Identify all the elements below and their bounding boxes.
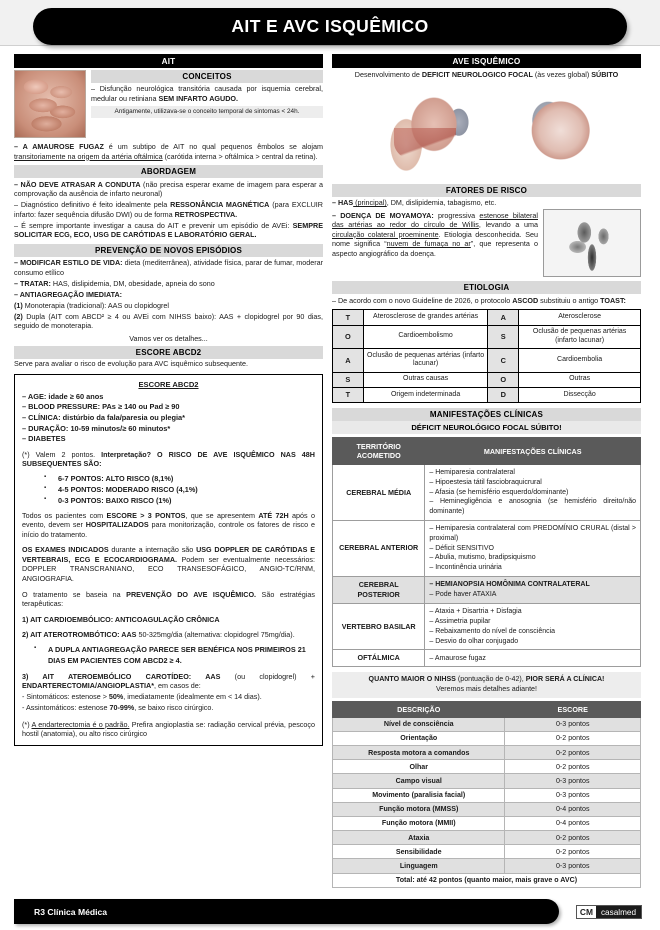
et-b1: ASCOD <box>512 295 539 305</box>
amaurose-term: – A AMAUROSE FUGAZ <box>14 142 104 151</box>
manifestation-cell <box>425 577 641 604</box>
abordagem-l2n1: – Diagnóstico definitivo é feito idealmente pela <box>14 200 171 210</box>
nihss-table <box>332 701 641 888</box>
list-item: – Hemiparesia contralateral <box>429 469 515 477</box>
nihss-score: 0-4 pontos <box>505 816 641 830</box>
manifestation-cell <box>425 650 641 667</box>
ascod-value: Dissecção <box>519 387 641 402</box>
abcd2-risk-list <box>44 473 315 507</box>
t3-s2b: 70-99% <box>109 703 135 713</box>
nihss-score: 0-3 pontos <box>505 859 641 873</box>
list-item: – Rebaixamento do nível de consciência <box>429 627 556 635</box>
left-column <box>14 54 323 894</box>
table-row <box>333 845 641 859</box>
list-item: – Hemiparesia contralateral com PREDOMÍNIO CRURAL (distal > proximal) <box>429 525 636 542</box>
territory-label: CEREBRAL MÉDIA <box>333 465 425 521</box>
table-row <box>333 831 641 845</box>
et-n2: substituiu o antigo <box>538 295 601 305</box>
nihss-score: 0-2 pontos <box>505 760 641 774</box>
table-row <box>333 745 641 759</box>
list-item: ▪ 0-3 PONTOS: BAIXO RISCO (1%) <box>44 495 315 506</box>
fr-l1b: – HAS <box>332 198 354 208</box>
t2-b: 2) AIT ATEROTROMBÓTICO: AAS <box>22 630 139 640</box>
ascod-key: D <box>488 387 519 402</box>
t2-n: 50-325mg/dia (alternativa: clopidogrel 75mg/dia). <box>138 630 295 640</box>
toast-key: T <box>333 387 364 402</box>
abordagem-text <box>14 180 323 240</box>
prev-l5b: (2) <box>14 311 23 321</box>
amaurose-d: (carótida interna > oftálmica > central da retina). <box>162 151 318 161</box>
terapia-3 <box>22 672 315 713</box>
bar-prevencao: PREVENÇÃO DE NOVOS EPISÓDIOS <box>14 244 323 257</box>
bar-escore-abcd2: ESCORE ABCD2 <box>14 346 323 359</box>
logo-mark: CM <box>577 906 596 918</box>
list-item: – DURAÇÃO: 10-59 minutos/≥ 60 minutos* <box>22 423 171 433</box>
bar-deficit-focal: DÉFICIT NEUROLÓGICO FOCAL SÚBITO! <box>332 421 641 434</box>
t3-b2: ENDARTERECTOMIA/ANGIOPLASTIA* <box>22 681 155 691</box>
table-row <box>333 774 641 788</box>
sub-n1: Desenvolvimento de <box>354 70 422 79</box>
trat-n1: O tratamento se baseia na <box>22 589 127 599</box>
territory-label: OFTÁLMICA <box>333 650 425 667</box>
prevencao-text <box>14 258 323 343</box>
table-row <box>333 372 641 387</box>
abordagem-l2b2: RETROSPECTIVA. <box>174 209 238 219</box>
prev-l1b: – MODIFICAR ESTILO DE VIDA: <box>14 258 123 268</box>
prev-l5n: Dupla (AIT com ABCD² ≥ 4 ou AVEi com NIHSS baixo): AAS + clopidogrel por 90 dias, seguido de monoterapia. <box>14 311 323 331</box>
abordagem-l1b: – NÃO DEVE ATRASAR A CONDUTA <box>14 179 141 189</box>
list-item: – Assimetria pupilar <box>429 617 491 625</box>
hosp-b3: HOSPITALIZADOS <box>85 520 149 530</box>
moya-u2: circulação colateral proeminente <box>332 229 439 239</box>
moya-n2: , levando a uma <box>478 220 538 230</box>
ascod-key: S <box>488 325 519 349</box>
page-title-text: AIT E AVC ISQUÊMICO <box>231 16 429 36</box>
manifestation-cell <box>425 521 641 577</box>
abordagem-l3b: SEMPRE SOLICITAR ECG, ECO, USG DE CARÓTIDAS E LABORATÓRIO GERAL. <box>14 220 323 240</box>
foot-u: A endarterectomia é o padrão. <box>31 719 130 729</box>
abcd2-box-title: ESCORE ABCD2 <box>138 379 199 389</box>
list-item: – Déficit SENSITIVO <box>429 544 494 552</box>
trat-n2: São estratégias terapêuticas: <box>22 589 315 609</box>
table-header-row <box>333 438 641 465</box>
etiologia-intro <box>332 296 641 306</box>
toast-value: Origem indeterminada <box>363 387 488 402</box>
prev-l2b: – TRATAR: <box>14 278 51 288</box>
nihss-score: 0-2 pontos <box>505 845 641 859</box>
nihss-desc: Ataxia <box>333 831 505 845</box>
nihss-score: 0-3 pontos <box>505 788 641 802</box>
hosp-b1: ESCORE > 3 PONTOS <box>106 510 186 520</box>
right-column <box>332 54 641 894</box>
section-title-ait: AIT <box>14 54 323 68</box>
list-item: – Hipoestesia tátil fasciobraquicrural <box>429 478 542 486</box>
hosp-2: , que se apresentem <box>185 510 259 520</box>
fr-l1n: , DM, dislipidemia, tabagismo, etc. <box>386 198 497 208</box>
angiography-image-icon <box>543 209 641 277</box>
nihss-desc: Nível de consciência <box>333 717 505 731</box>
table-row <box>333 717 641 731</box>
col-manifestacoes: MANIFESTAÇÕES CLÍNICAS <box>425 438 641 465</box>
footer-brand: R3 Clínica Médica <box>34 906 108 917</box>
page-body <box>0 54 660 894</box>
nihss-hb1: QUANTO MAIOR O NIHSS <box>368 675 456 684</box>
t3-s1b: 50% <box>108 692 124 702</box>
nihss-hn2: Veremos mais detalhes adiante! <box>436 685 537 693</box>
toast-key: O <box>333 325 364 349</box>
escore-intro: Serve para avaliar o risco de evolução para AVC isquêmico subsequente. <box>14 359 248 369</box>
nihss-desc: Linguagem <box>333 859 505 873</box>
nihss-score: 0-4 pontos <box>505 802 641 816</box>
list-item: – Ataxia + Disartria + Disfagia <box>429 608 522 616</box>
terapia-1 <box>22 615 315 625</box>
bar-manifestacoes: MANIFESTAÇÕES CLÍNICAS <box>332 408 641 421</box>
hosp-3: após o evento, devem ser <box>22 510 315 530</box>
table-row <box>333 577 641 604</box>
tratamento-intro <box>22 590 315 609</box>
table-row <box>333 310 641 325</box>
brain-illustration-icon <box>14 70 86 138</box>
list-item: – DIABETES <box>22 434 66 444</box>
nihss-score: 0-2 pontos <box>505 731 641 745</box>
abcd2-box <box>14 374 323 746</box>
territory-label: CEREBRAL POSTERIOR <box>333 577 425 604</box>
hospitalization-text <box>22 511 315 540</box>
nihss-desc: Olhar <box>333 760 505 774</box>
nihss-desc: Sensibilidade <box>333 845 505 859</box>
table-row <box>333 604 641 650</box>
abordagem-l3n: – É sempre importante investigar a causa do AIT e prevenir um episódio de AVEi: <box>14 220 293 230</box>
list-item: ▪ 6-7 PONTOS: ALTO RISCO (8,1%) <box>44 473 315 484</box>
ex-n1: durante a internação são <box>108 545 197 555</box>
table-row <box>333 521 641 577</box>
amaurose-b: é um subtipo de AIT no qual pequenos êmbolos se alojam <box>103 142 323 151</box>
table-row <box>333 873 641 887</box>
nihss-header-note <box>332 672 641 697</box>
prev-l6: Vamos ver os detalhes... <box>129 333 208 343</box>
nihss-score: 0-3 pontos <box>505 717 641 731</box>
trat-b1: PREVENÇÃO DO AVE ISQUÊMICO. <box>126 589 257 599</box>
interp-b: Interpretação? O RISCO DE AVE ISQUÊMICO NAS 48H SUBSEQUENTES SÃO: <box>22 449 315 469</box>
moya-u3: nuvem de fumaça no ar <box>386 239 471 249</box>
nihss-score: 0-2 pontos <box>505 745 641 759</box>
prev-l2n: HAS, dislipidemia, DM, obesidade, apneia do sono <box>50 278 215 288</box>
list-item: – Amaurose fugaz <box>429 654 486 662</box>
bar-etiologia: ETIOLOGIA <box>332 281 641 294</box>
territory-label: CEREBRAL ANTERIOR <box>333 521 425 577</box>
abordagem-l2n2: (para EXCLUIR infarto: fazer sequência difusão DWI) ou de forma <box>14 200 323 219</box>
nihss-hn1: (pontuação de 0-42), <box>455 675 526 684</box>
conceitos-column <box>91 70 323 138</box>
list-item: – Desvio do olhar conjugado <box>429 637 519 645</box>
toast-key: T <box>333 310 364 325</box>
foot-n2: Prefira angioplastia se: radiação cervical prévia, pescoço hostil (anatomia), ou alto risco cirúrgico <box>22 719 315 739</box>
list-item: ▪ 4-5 PONTOS: MODERADO RISCO (4,1%) <box>44 484 315 495</box>
table-row <box>333 325 641 349</box>
nihss-score: 0-2 pontos <box>505 831 641 845</box>
table-row <box>333 387 641 402</box>
list-item: – AGE: idade ≥ 60 anos <box>22 391 104 401</box>
bar-conceitos: CONCEITOS <box>91 70 323 83</box>
nihss-desc: Função motora (MMSS) <box>333 802 505 816</box>
ave-subtitle <box>332 70 641 80</box>
table-row <box>333 859 641 873</box>
abcd2-criteria-list <box>22 392 315 445</box>
moyamoya-text <box>332 209 538 260</box>
table-row <box>333 802 641 816</box>
fatores-line1 <box>332 198 641 208</box>
abcd2-interpretation <box>22 450 315 469</box>
fr-l1u: (principal) <box>353 198 387 208</box>
hosp-1: Todos os pacientes com <box>22 510 107 520</box>
table-header-row <box>333 701 641 717</box>
moya-b: – DOENÇA DE MOYAMOYA: <box>332 210 434 220</box>
et-n1: – De acordo com o novo Guideline de 2026, o protocolo <box>332 295 513 305</box>
et-b2: TOAST: <box>600 295 626 305</box>
toast-value: Aterosclerose de grandes artérias <box>363 310 488 325</box>
amaurose-c: transitoriamente na origem da artéria oftálmica <box>14 151 163 161</box>
abordagem-l2b1: RESSONÂNCIA MAGNÉTICA <box>170 200 270 210</box>
etiologia-table <box>332 309 641 403</box>
t3-s2: - Assintomáticos: estenose <box>22 703 110 713</box>
t3-s1c: , imediatamente (idealmente em < 14 dias). <box>123 692 262 702</box>
conceito-p1a: – Disfunção neurológica transitória causada por isquemia cerebral, medular ou retiniana <box>91 84 323 103</box>
list-item: – BLOOD PRESSURE: PAs ≥ 140 ou Pad ≥ 90 <box>22 402 180 412</box>
moya-u1: estenose bilateral das artérias ao redor do círculo de Willis <box>332 210 538 230</box>
table-row <box>333 650 641 667</box>
moya-n4: ”, que representa o aspecto angiográfico da doença. <box>332 239 538 259</box>
conceitos-note: Antigamente, utilizava-se o conceito temporal de sintomas < 24h. <box>91 106 323 118</box>
prev-l4n: Monoterapia (tradicional): AAS ou clopidogrel <box>22 300 170 310</box>
list-item: ▪ A DUPLA ANTIAGREGAÇÃO PARECE SER BENÉFICA NOS PRIMEIROS 21 DIAS EM PACIENTES COM ABCD2 ≥ 4. <box>34 644 315 667</box>
ascod-value: Oclusão de pequenas artérias (infarto lacunar) <box>519 325 641 349</box>
ascod-value: Cardioembolia <box>519 349 641 373</box>
ex-b2: USG DOPPLER DE CARÓTIDAS E VERTEBRAIS, ECG E ECOCARDIOGRAMA. <box>22 545 315 564</box>
ex-n2: Podem ser eventualmente necessários: DOPPLER TRANSCRANIANO, ECO TRANSESOFÁGICO, ANGIO-TC/RNM, ANGIOGRAFIA. <box>22 554 315 584</box>
prev-l4b: (1) <box>14 300 23 310</box>
abordagem-l1n: (não precisa esperar exame de imagem para esperar a comprovação da ausência de infarto neuronal) <box>14 179 323 199</box>
ascod-key: C <box>488 349 519 373</box>
conceito-p1b: SEM INFARTO AGUDO. <box>158 93 238 103</box>
territory-label: VERTEBRO BASILAR <box>333 604 425 650</box>
sub-n2: (às vezes global) <box>532 70 592 79</box>
nihss-desc: Função motora (MMII) <box>333 816 505 830</box>
page-title <box>33 8 627 45</box>
conceitos-row <box>14 70 323 138</box>
ascod-value: Aterosclerose <box>519 310 641 325</box>
list-item: – HEMIANOPSIA HOMÔNIMA CONTRALATERAL <box>429 581 590 589</box>
nihss-desc: Movimento (paralisia facial) <box>333 788 505 802</box>
moyamoya-row <box>332 209 641 277</box>
manifestation-cell <box>425 465 641 521</box>
ex-b1: OS EXAMES INDICADOS <box>22 545 109 555</box>
terapia-2-bullets <box>34 644 315 667</box>
logo-name: casalmed <box>596 906 641 918</box>
nihss-score: 0-3 pontos <box>505 774 641 788</box>
table-row <box>333 760 641 774</box>
list-item: – Afasia (se hemisfério esquerdo/dominante) <box>429 488 569 496</box>
sub-b2: SÚBITO <box>591 70 619 79</box>
exames-text <box>22 545 315 583</box>
toast-value: Cardioembolismo <box>363 325 488 349</box>
manifestation-cell <box>425 604 641 650</box>
endarterectomia-footnote <box>22 720 315 739</box>
list-item: – Incontinência urinária <box>429 564 502 572</box>
nihss-total: Total: até 42 pontos (quanto maior, mais grave o AVC) <box>333 873 641 887</box>
foot-n1: (*) <box>22 719 32 729</box>
table-row <box>333 465 641 521</box>
nihss-desc: Resposta motora a comandos <box>333 745 505 759</box>
table-row <box>333 349 641 373</box>
bar-fatores-risco: FATORES DE RISCO <box>332 184 641 197</box>
t3-s2c: , se baixo risco cirúrgico. <box>134 703 214 713</box>
prev-l3b: – ANTIAGREGAÇÃO IMEDIATA: <box>14 289 123 299</box>
table-row <box>333 788 641 802</box>
terapia-1-text: 1) AIT CARDIOEMBÓLICO: ANTICOAGULAÇÃO CRÔNICA <box>22 614 220 624</box>
list-item: – Abulia, mutismo, bradipsiquismo <box>429 554 536 562</box>
table-row <box>333 731 641 745</box>
t3-s1: - Sintomáticos: estenose > <box>22 692 109 702</box>
moya-n1: progressiva <box>433 210 480 220</box>
nihss-desc: Orientação <box>333 731 505 745</box>
amaurose-text <box>14 142 323 161</box>
toast-key: S <box>333 372 364 387</box>
footer-bar <box>14 899 559 924</box>
col-escore: ESCORE <box>505 701 641 717</box>
ascod-key: A <box>488 310 519 325</box>
list-item: – Heminegligência e anosognia (se hemisfério direito/não dominante) <box>429 498 636 516</box>
col-territorio: TERRITÓRIO ACOMETIDO <box>333 438 425 465</box>
nihss-hb2: PIOR SERÁ A CLÍNICA! <box>525 675 605 684</box>
sub-b1: DEFICIT NEUROLOGICO FOCAL <box>421 70 533 79</box>
ascod-value: Outras <box>519 372 641 387</box>
toast-value: Outras causas <box>363 372 488 387</box>
t3-b1: 3) AIT ATEROEMBÓLICO CAROTÍDEO: AAS <box>22 671 221 681</box>
hosp-4: para monitorização, controle os fatores de risco e início do tratamento. <box>22 520 315 539</box>
col-descricao: DESCRIÇÃO <box>333 701 505 717</box>
list-item: – Pode haver ATAXIA <box>429 591 497 599</box>
prev-l1n: dieta (mediterrânea), atividade física, parar de fumar, moderar consumo etílico <box>14 258 323 277</box>
table-row <box>333 816 641 830</box>
brain-stroke-illustration-icon <box>332 81 641 184</box>
list-item: – CLÍNICA: distúrbio da fala/paresia ou plegia* <box>22 412 186 422</box>
hosp-b2: ATÉ 72H <box>258 510 289 520</box>
conceitos-text <box>91 84 323 103</box>
t3-n1: (ou clopidogrel) + <box>220 671 316 681</box>
ascod-key: O <box>488 372 519 387</box>
toast-key: A <box>333 349 364 373</box>
terapia-2 <box>22 630 315 640</box>
casalmed-logo <box>576 905 642 919</box>
moya-n3: . Etiologia desconhecida. Seu nome significa “ <box>332 229 538 249</box>
manifestacoes-table <box>332 437 641 667</box>
interp-n: (*) Valem 2 pontos. <box>22 449 102 459</box>
nihss-desc: Campo visual <box>333 774 505 788</box>
toast-value: Oclusão de pequenas artérias (infarto lacunar) <box>363 349 488 373</box>
t3-n2: , em casos de: <box>154 681 201 691</box>
section-title-ave: AVE ISQUÊMICO <box>332 54 641 68</box>
bar-abordagem: ABORDAGEM <box>14 165 323 178</box>
